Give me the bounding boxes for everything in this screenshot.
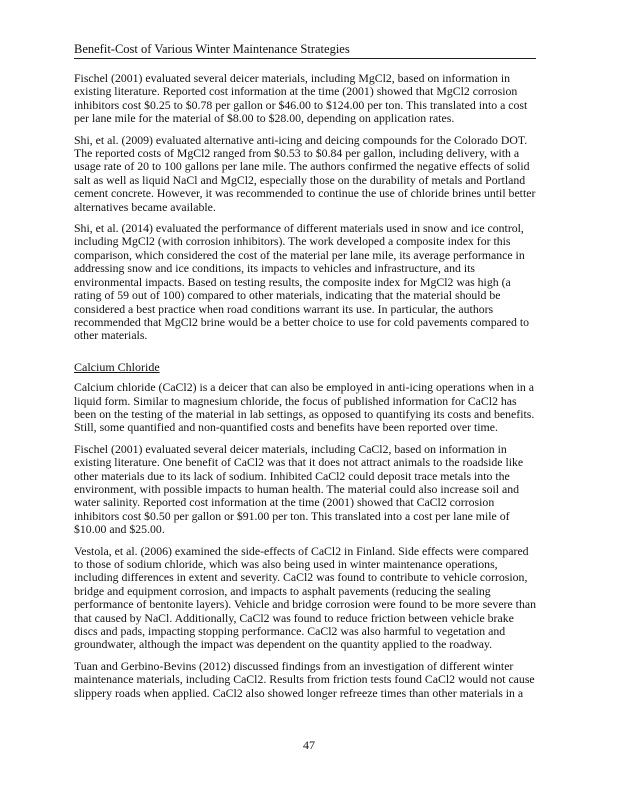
paragraph-shi-2009: Shi, et al. (2009) evaluated alternative anti-icing and deicing compounds for the Colorado DOT. The reported costs of MgCl2 ranged from $0.53 to $0.84 per gallon, including delivery, with a usage rate of 20 to 100 gallons per lane mile. The authors confirmed the negative effects of solid salt as well as liquid NaCl and MgCl2, especially those on the durability of metals and Portland cement concrete. However, it was recommended to continue the use of chloride brines until better alternatives became available.: [74, 132, 536, 214]
section-heading-calcium-chloride: Calcium Chloride: [74, 359, 160, 374]
paragraph-tuan-2012: Tuan and Gerbino-Bevins (2012) discussed findings from an investigation of different winter maintenance materials, including CaCl2. Results from friction tests found CaCl2 would not cause slippery roads when applied. CaCl2 also showed longer refreeze times than other materials in a: [74, 658, 535, 700]
page-number: 47: [303, 738, 315, 752]
paragraph-fischel-cacl2: Fischel (2001) evaluated several deicer materials, including CaCl2, based on information in existing literature. One benefit of CaCl2 was that it does not attract animals to the roadside like other materials due to its lack of sodium. Inhibited CaCl2 could deposit trace metals into the environment, with possible impacts to human health. The material could also increase soil and water salinity. Reported cost information at the time (2001) showed that CaCl2 corrosion inhibitors cost $0.50 per gallon or $91.00 per ton. This translated into a cost per lane mile of $10.00 and $25.00.: [74, 441, 524, 537]
paragraph-vestola-2006: Vestola, et al. (2006) examined the side-effects of CaCl2 in Finland. Side effects were compared to those of sodium chloride, which was also being used in winter maintenance operations, including differences in extent and severity. CaCl2 was found to contribute to vehicle corrosion, bridge and equipment corrosion, and impacts to asphalt pavements (reducing the sealing performance of bentonite layers). Vehicle and bridge corrosion were found to be more severe than that caused by NaCl. Additionally, CaCl2 was found to reduce friction between vehicle brake discs and pads, impacting stopping performance. CaCl2 was also harmful to vegetation and groundwater, although the impact was dependent on the quantity applied to the roadway.: [74, 543, 536, 652]
header-rule: [74, 58, 536, 59]
document-body: [74, 72, 536, 708]
running-header: Benefit-Cost of Various Winter Maintenance Strategies: [74, 42, 350, 56]
paragraph-cacl2-intro: Calcium chloride (CaCl2) is a deicer that can also be employed in anti-icing operations when in a liquid form. Similar to magnesium chloride, the focus of published information for CaCl2 has been on the testing of the material in lab settings, as opposed to quantifying its costs and benefits. Still, some quantified and non-quantified costs and benefits have been reported over time.: [74, 380, 535, 435]
paragraph-fischel-mgcl2: Fischel (2001) evaluated several deicer materials, including MgCl2, based on information in existing literature. Reported cost information at the time (2001) showed that MgCl2 corrosion inhibitors cost $0.25 to $0.78 per gallon or $46.00 to $124.00 per ton. This translated into a cost per lane mile for the material of $8.00 to $28.00, depending on application rates.: [74, 71, 528, 126]
paragraph-shi-2014: Shi, et al. (2014) evaluated the performance of different materials used in snow and ice control, including MgCl2 (with corrosion inhibitors). The work developed a composite index for this comparison, which considered the cost of the material per lane mile, its average performance in addressing snow and ice conditions, its impacts to vehicles and infrastructure, and its environmental impacts. Based on testing results, the composite index for MgCl2 was high (a rating of 59 out of 100) compared to other materials, indicating that the material should be considered a best practice when road conditions warrant its use. In particular, the authors recommended that MgCl2 brine would be a better choice to use for cold pavements compared to other materials.: [74, 221, 530, 343]
